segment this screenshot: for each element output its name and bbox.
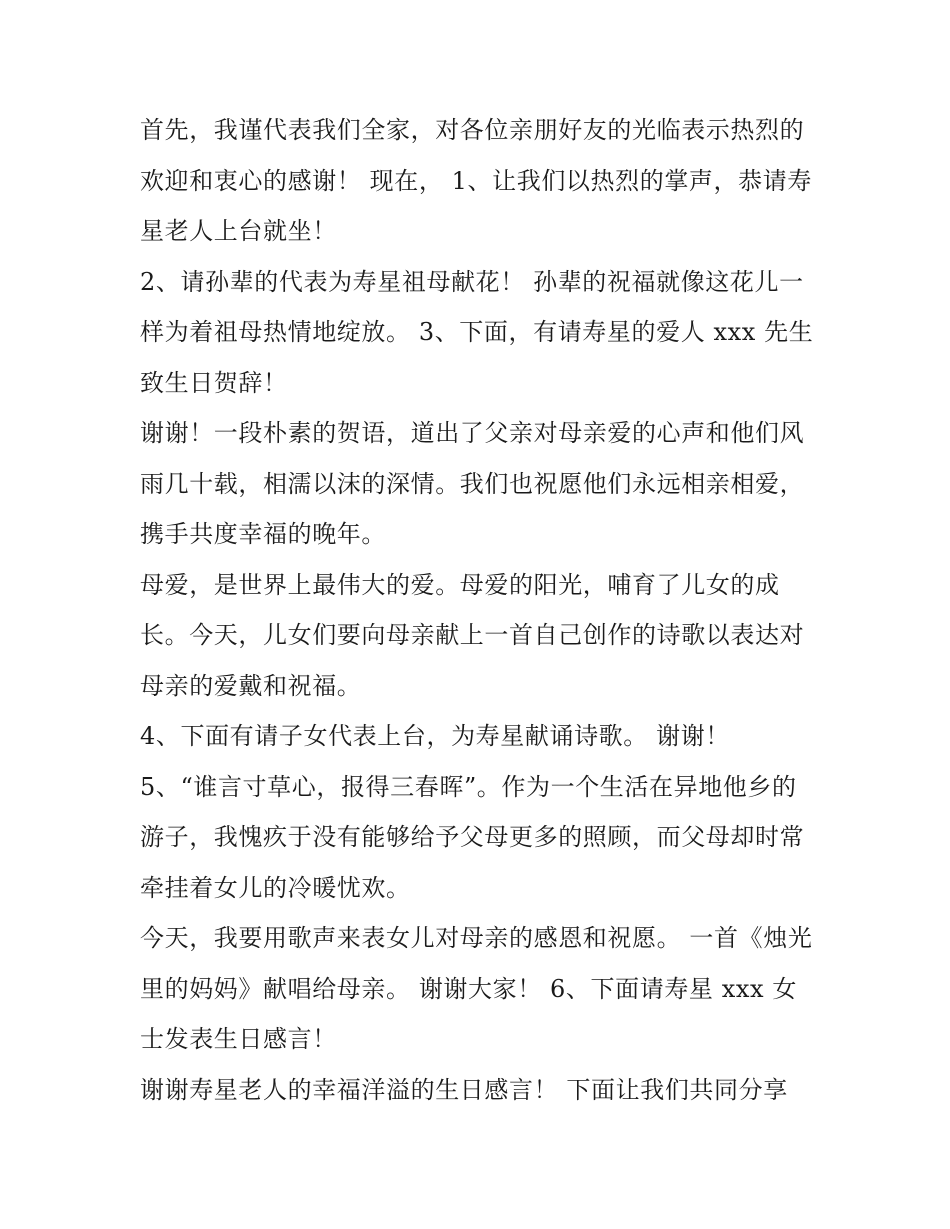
document-body: [140, 105, 820, 1115]
paragraph-daughter-reflection: 5、“谁言寸草心，报得三春晖”。作为一个生活在异地他乡的游子，我愧疚于没有能够给予父母更多的照顾，而父母却时常牵挂着女儿的冷暖忧欢。: [140, 772, 805, 902]
paragraph-welcome: 首先，我谨代表我们全家，对各位亲朋好友的光临表示热烈的欢迎和衷心的感谢！ 现在， 1、让我们以热烈的掌声，恭请寿星老人上台就坐！: [140, 116, 812, 245]
paragraph-song-dedication: 今天，我要用歌声来表女儿对母亲的感恩和祝愿。 一首《烛光里的妈妈》献唱给母亲。 谢谢大家！ 6、下面请寿星 xxx 女士发表生日感言！: [140, 924, 813, 1053]
paragraph-grandchildren-flowers: 2、请孙辈的代表为寿星祖母献花！ 孙辈的祝福就像这花儿一样为着祖母热情地绽放。 3、下面，有请寿星的爱人 xxx 先生致生日贺辞！: [140, 267, 814, 397]
paragraph-poem-recital: 4、下面有请子女代表上台，为寿星献诵诗歌。 谢谢！: [140, 722, 730, 750]
paragraph-closing: 谢谢寿星老人的幸福洋溢的生日感言！ 下面让我们共同分享: [140, 1075, 788, 1104]
paragraph-mothers-love: 母爱，是世界上最伟大的爱。母爱的阳光，哺育了儿女的成长。今天，儿女们要向母亲献上一首自己创作的诗歌以表达对母亲的爱戴和祝福。: [140, 570, 805, 700]
paragraph-thanks-father: 谢谢！一段朴素的贺语，道出了父亲对母亲爱的心声和他们风雨几十载，相濡以沫的深情。我们也祝愿他们永远相亲相爱，携手共度幸福的晚年。: [140, 419, 805, 548]
